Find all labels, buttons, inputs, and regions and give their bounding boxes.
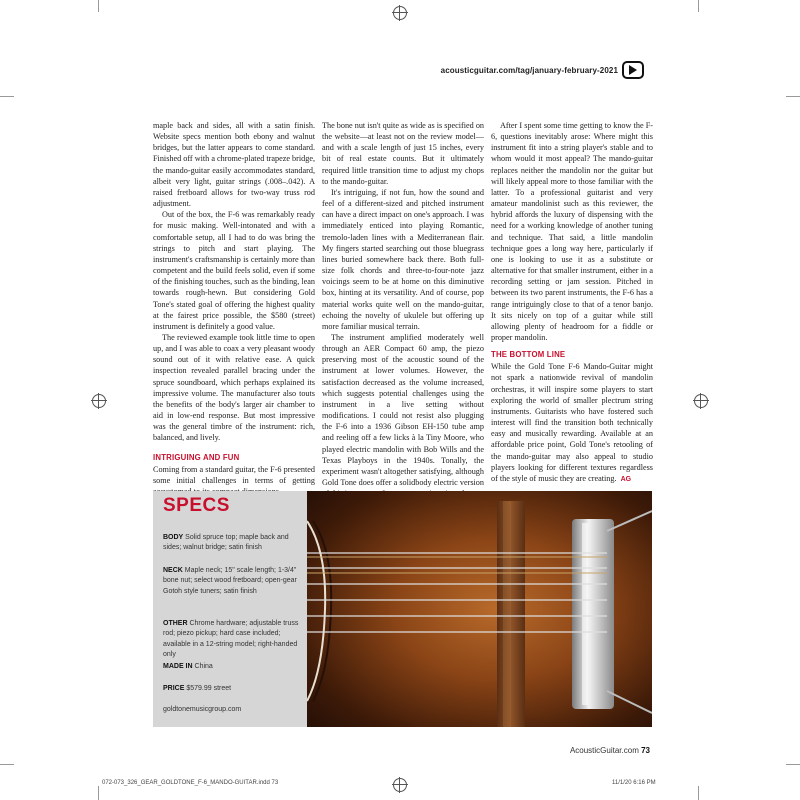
- spec-other: [163, 619, 303, 661]
- spec-value: Maple neck; 15" scale length; 1-3/4" bone nut; select wood fretboard; open-gear Gotoh style tuners; satin finish: [163, 567, 297, 595]
- paragraph: After I spent some time getting to know the F-6, questions inevitably arose: Where might this instrument fit into a string player's stable and to whom would it most appeal? The mando-guitar replaces neither the mandolin nor the guitar but will likely appeal more to those familiar with the latter. To a professional guitarist and very amateur mandolinist such as this reviewer, the hybrid affords the luxury of dispensing with the need for a working knowledge of another tuning and technique. That said, a little mandolin technique goes a long way here, particularly if one is looking to use it as a substitute or alternative for that smaller instrument, either in a recording setting or jam session. Pitched in between its two parent instruments, the F-6 has a range intriguingly close to that of a tenor banjo. It sits nicely on top of a guitar while still allowing plenty of headroom for a fiddle or proper mandolin.: [491, 121, 653, 342]
- page-footer: [570, 746, 650, 755]
- section-heading: THE BOTTOM LINE: [491, 350, 566, 360]
- paragraph: [491, 361, 653, 485]
- print-slug: 072-073_326_GEAR_GOLDTONE_F-6_MANDO-GUITAR.indd 73: [102, 780, 279, 786]
- footer-site-link[interactable]: AcousticGuitar.com: [569, 746, 639, 755]
- registration-mark-icon: [393, 6, 407, 20]
- spec-label: OTHER: [163, 620, 188, 627]
- crop-mark: [786, 764, 800, 765]
- crop-mark: [698, 786, 699, 800]
- spec-value: China: [192, 663, 213, 670]
- spec-label: PRICE: [163, 685, 185, 692]
- paragraph: maple back and sides, all with a satin finish. Website specs mention both ebony and walnut bridges, but the latter appears to come standard. Finished off with a chrome-plated trapeze bridge, the mando-guitar easily accommodates standard, albeit very light, guitar strings (.008–.042). A raised fretboard allows for two-way truss rod adjustment.: [153, 121, 315, 209]
- crop-mark: [0, 764, 14, 765]
- article-column-1: [153, 120, 315, 497]
- spec-value: $579.99 street: [184, 685, 232, 692]
- paragraph: The bone nut isn't quite as wide as is specified on the website—at least not on the review model—and with a scale length of just 15 inches, every bit of real estate counts. But it ultimately required little transition time to adjust my chops to the mando-guitar.: [322, 121, 485, 186]
- registration-mark-icon: [92, 394, 106, 408]
- article-column-2: [322, 120, 484, 499]
- header-url-link[interactable]: acousticguitar.com/tag/january-february-2021: [440, 66, 618, 75]
- print-timestamp: 11/1/20 6:16 PM: [612, 780, 656, 786]
- spec-label: NECK: [163, 567, 183, 574]
- mando-guitar-bridge-photo: [307, 491, 652, 727]
- spec-body: [163, 533, 303, 554]
- signoff-mark: AG: [620, 475, 632, 483]
- section-heading: INTRIGUING AND FUN: [153, 452, 240, 462]
- page-number: 73: [641, 746, 650, 755]
- paragraph: The reviewed example took little time to open up, and I was able to coax a very pleasant woody sound out of it with relative ease. A quick inspection revealed parallel bracing under the spruce soundboard, which perhaps explained its impressive volume. The manufacturer also touts the benefits of the body's larger air chamber to aid in low-end response. But most impressive was the general timbre of the instrument: rich, balanced, and lively.: [153, 332, 315, 443]
- paragraph: Out of the box, the F-6 was remarkably ready for music making. Well-intonated and with a comfortable setup, all I had to do was bring the strings to pitch and start playing. The instrument's craftsmanship is certainly more than competent and the build feels solid, even if some of the finishing touches, such as the binding, lean towards rough-hewn. But considering Gold Tone's stated goal of offering the highest quality at the fairest price possible, the $580 (street) instrument is definitely a good value.: [153, 210, 315, 331]
- spec-made-in: [163, 662, 303, 672]
- product-photo: [307, 491, 652, 727]
- registration-mark-icon: [393, 778, 407, 792]
- registration-mark-icon: [694, 394, 708, 408]
- crop-mark: [698, 0, 699, 12]
- spec-website-link[interactable]: goldtonemusicgroup.com: [163, 706, 242, 713]
- spec-price: [163, 684, 303, 694]
- spec-label: MADE IN: [163, 663, 193, 670]
- crop-mark: [0, 96, 14, 97]
- paragraph: The instrument amplified moderately well through an AER Compact 60 amp, the piezo preserving most of the acoustic sound of the instrument at lower volumes. However, the satisfaction decreased as the volume increased, which suggests potential challenges using the instrument in a live setting without modifications. I could not resist also plugging the F-6 into a 1936 Gibson EH-150 tube amp and reeling off a few licks à la Tiny Moore, who played electric mandolin with Bob Wills and the Texas Playboys in the 1940s. Tonally, the experiment wasn't altogether satisfying, although Gold Tone does offer a solidbody electric version: [322, 332, 484, 487]
- spec-value: Solid spruce top; maple back and sides; walnut bridge; satin finish: [163, 534, 289, 552]
- crop-mark: [786, 96, 800, 97]
- spec-neck: [163, 566, 303, 597]
- paragraph: Coming from a standard guitar, the F-6 presented some initial challenges in terms of getting: [153, 464, 315, 485]
- spec-label: BODY: [163, 534, 184, 541]
- specs-title: SPECS: [163, 495, 230, 516]
- specs-box: [153, 491, 307, 727]
- article-column-3: [491, 120, 653, 485]
- spec-value: Chrome hardware; adjustable truss rod; piezo pickup; hard case included; available in a 12-string model; right-handed only: [163, 620, 299, 659]
- crop-mark: [98, 786, 99, 800]
- paragraph: It's intriguing, if not fun, how the sound and feel of a different-sized and pitched instrument can have a direct impact on one's approach. I was immediately enticed into playing Romantic, tremolo-laden lines with a Mediterranean flair. My fingers started searching out those bluegrass lines buried somewhere back there. Both full-size folk chords and three-to-four-note jazz voicings seem to be at home on this diminutive box, hinting at its versatility. And of course, pop material works quite well on the mando-guitar, echoing the novelty of ukulele but offering up more familiar musical terrain.: [322, 187, 484, 331]
- play-video-icon[interactable]: [622, 61, 644, 79]
- crop-mark: [98, 0, 99, 12]
- paragraph-text: While the Gold Tone F-6 Mando-Guitar might not spark a nationwide revival of mandolin orchestras, it will inspire some players to start exploring the world of smaller plectrum string instruments. Guitarists who have fostered such interest will find the transition both technically easy and musically rewarding. Available at an affordable price point, Gold Tone's retooling of the mando-guitar may also appeal to studio players looking for different textures regardless of the style of music they are creating.: [491, 362, 653, 483]
